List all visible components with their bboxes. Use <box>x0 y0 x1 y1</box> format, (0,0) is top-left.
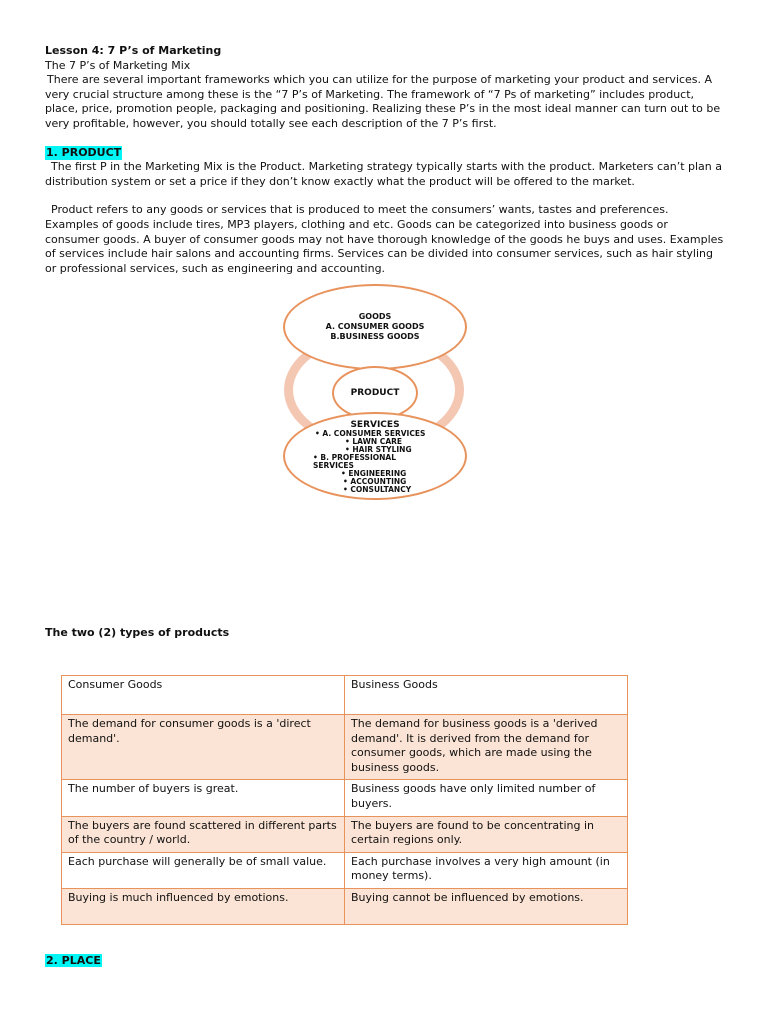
services-item: • HAIR STYLING <box>345 445 412 454</box>
table-cell: The demand for business goods is a 'derived demand'. It is derived from the demand for consumer goods, which are made using the business goods. <box>345 715 628 780</box>
table-header-row <box>62 676 628 715</box>
table-cell: Each purchase will generally be of small value. <box>62 852 345 888</box>
goods-item: B.BUSINESS GOODS <box>330 332 420 341</box>
services-item: • A. CONSUMER SERVICES <box>315 429 426 438</box>
product-paragraph-1: The first P in the Marketing Mix is the Product. Marketing strategy typically starts with the product. Marketers can’t plan a distribution system or set a price if they don’t know exactly what the product will be offered to the market. <box>45 160 722 188</box>
product-paragraph-2: Product refers to any goods or services that is produced to meet the consumers’ wants, tastes and preferences. Examples of goods include tires, MP3 players, clothing and etc. Goods can be categorized into business goods or consumer goods. A buyer of consumer goods may not have thorough knowledge of the goods he buys and uses. Examples of services include hair salons and accounting firms. Services can be divided into consumer services, such as hair styling or professional services, such as engineering and accounting. <box>45 203 724 275</box>
intro-paragraph: There are several important frameworks which you can utilize for the purpose of marketing your product and services. A very crucial structure among these is the “7 P’s of Marketing. The framework of “7 Ps of marketing” includes product, place, price, promotion people, packaging and positioning. Realizing these P’s in the most ideal manner can turn out to be very profitable, however, you should totally see each description of the 7 P’s first. <box>45 73 721 130</box>
services-ellipse <box>283 412 467 500</box>
table-cell: Buying cannot be influenced by emotions. <box>345 888 628 924</box>
table-row <box>62 780 628 816</box>
goods-ellipse <box>283 284 467 370</box>
lesson-title: Lesson 4: 7 P’s of Marketing <box>45 44 222 57</box>
table-row <box>62 715 628 780</box>
product-diagram <box>280 282 475 502</box>
table-cell: The demand for consumer goods is a 'direct demand'. <box>62 715 345 780</box>
table-cell: Business goods have only limited number of buyers. <box>345 780 628 816</box>
services-item: • ACCOUNTING <box>343 477 407 486</box>
table-row <box>62 852 628 888</box>
product-types-table <box>61 675 628 925</box>
table-row <box>62 816 628 852</box>
types-heading: The two (2) types of products <box>45 626 230 639</box>
document-body <box>45 44 725 276</box>
services-title: SERVICES <box>350 420 400 430</box>
table-cell: The buyers are found scattered in different parts of the country / world. <box>62 816 345 852</box>
table-cell: The buyers are found to be concentrating in certain regions only. <box>345 816 628 852</box>
services-item: • LAWN CARE <box>345 437 403 446</box>
table-header-cell: Consumer Goods <box>62 676 345 715</box>
goods-title: GOODS <box>358 312 392 321</box>
place-heading: 2. PLACE <box>46 954 101 967</box>
services-item: • CONSULTANCY <box>343 485 412 494</box>
table-header-cell: Business Goods <box>345 676 628 715</box>
services-item: • ENGINEERING <box>341 469 407 478</box>
goods-item: A. CONSUMER GOODS <box>325 322 425 331</box>
lesson-subtitle: The 7 P’s of Marketing Mix <box>45 58 191 72</box>
product-heading: 1. PRODUCT <box>46 145 122 159</box>
table-cell: Each purchase involves a very high amount (in money terms). <box>345 852 628 888</box>
table-cell: The number of buyers is great. <box>62 780 345 816</box>
product-center-label: PRODUCT <box>350 388 400 398</box>
services-item: • B. PROFESSIONAL SERVICES <box>313 453 396 470</box>
table-cell: Buying is much influenced by emotions. <box>62 888 345 924</box>
table-row <box>62 888 628 924</box>
